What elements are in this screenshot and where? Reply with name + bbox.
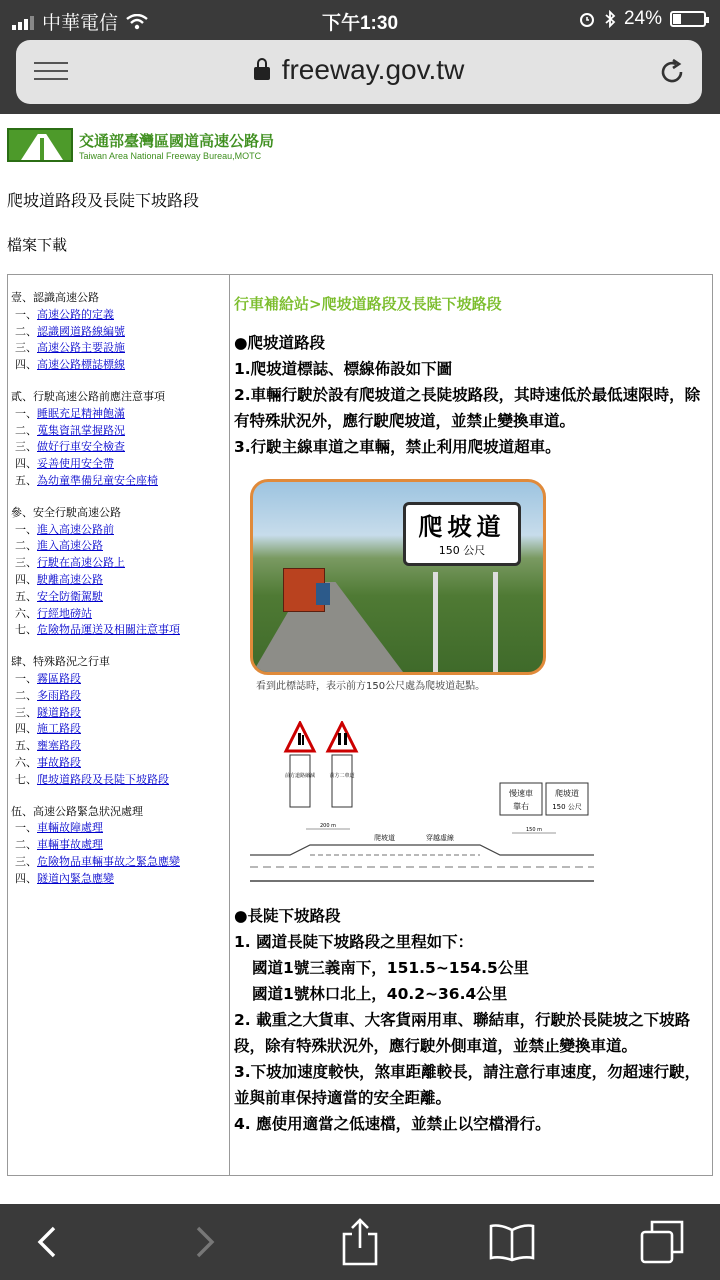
svg-text:爬坡道: 爬坡道 [374,834,395,842]
sidebar-section-heading: 伍、高速公路緊急狀況處理 [11,804,143,818]
sidebar-item-number: 一、 [15,522,37,536]
bookmarks-icon[interactable] [488,1222,536,1262]
sidebar-link[interactable]: 車輛故障處理 [37,821,103,835]
sidebar-item [8,622,229,639]
svg-text:穿越虛線: 穿越虛線 [426,834,454,842]
content-frame [7,274,713,1176]
climbing-lane-sign: 爬坡道 150 公尺 [403,502,521,566]
sidebar-link[interactable]: 做好行車安全檢查 [37,440,125,454]
sidebar-item [8,589,229,606]
sidebar-link[interactable]: 行經地磅站 [37,606,92,620]
sidebar-item [8,606,229,623]
sidebar-section [8,389,229,490]
sidebar-item [8,871,229,888]
svg-text:靠右: 靠右 [513,802,529,811]
sidebar-item-number: 四、 [15,722,37,736]
sidebar-link[interactable]: 行駛在高速公路上 [37,556,125,570]
bluetooth-icon [604,10,616,28]
sidebar-section [8,505,229,639]
section-title-downhill: ●長陡下坡路段 [234,907,341,925]
sidebar-item-number: 五、 [15,589,37,603]
climbing-lane-sign-photo [250,479,546,675]
sidebar-link[interactable]: 進入高速公路前 [37,522,114,536]
sidebar-nav [8,275,230,1175]
sidebar-item-number: 五、 [15,473,37,487]
sidebar-item [8,688,229,705]
sidebar-item [8,772,229,789]
sidebar-link[interactable]: 認識國道路線編號 [37,324,125,338]
paragraph: 2. 載重之大貨車、大客貨兩用車、聯結車，行駛於長陡坡之下坡路段，除有特殊狀況外，應行駛外側車道，並禁止變換車道。 [234,1011,691,1055]
back-icon[interactable] [32,1224,62,1260]
sidebar-item [8,837,229,854]
sidebar-item [8,854,229,871]
sidebar-item [8,307,229,324]
lock-icon [254,67,270,80]
sidebar-item-number: 二、 [15,423,37,437]
svg-text:150 m: 150 m [525,827,543,833]
warning-sign [328,723,356,751]
sidebar-section [8,804,229,888]
sidebar-item [8,721,229,738]
sidebar-item-number: 三、 [15,705,37,719]
photo-caption: 看到此標誌時，表示前方150公尺處為爬坡道起點。 [256,681,486,692]
sidebar-item-number: 三、 [15,854,37,868]
sidebar-item-number: 四、 [15,871,37,885]
sidebar-link[interactable]: 駛離高速公路 [37,572,103,586]
sidebar-item-number: 三、 [15,556,37,570]
page-title: 爬坡道路段及長陡下坡路段 [7,191,200,210]
sidebar-item-number: 一、 [15,671,37,685]
battery-icon [670,11,706,27]
battery-percent: 24% [623,8,662,29]
sidebar-section [8,654,229,788]
sidebar-item-number: 二、 [15,688,37,702]
sidebar-item-number: 七、 [15,772,37,786]
sidebar-item-number: 六、 [15,755,37,769]
sidebar-item [8,671,229,688]
share-icon[interactable] [340,1216,380,1266]
sidebar-link[interactable]: 霧區路段 [37,671,81,685]
sidebar-section-heading: 貳、行駛高速公路前應注意事項 [11,389,165,403]
sidebar-item [8,738,229,755]
freeway-logo-icon [7,128,73,162]
sidebar-item [8,423,229,440]
sidebar-link[interactable]: 隧道路段 [37,705,81,719]
logo-name-en: Taiwan Area National Freeway Bureau,MOTC [79,150,262,161]
paragraph: 1.爬坡道標誌、標線佈設如下圖 [234,360,453,378]
sidebar-item [8,456,229,473]
sidebar-item-number: 一、 [15,307,37,321]
supplementary-plate [332,755,352,807]
sidebar-item [8,324,229,341]
sidebar-section-heading: 肆、特殊路況之行車 [11,655,110,669]
sidebar-link[interactable]: 爬坡道路段及長陡下坡路段 [37,772,169,786]
paragraph: 2.車輛行駛於設有爬坡道之長陡坡路段，其時速低於最低速限時，除有特殊狀況外，應行駛爬坡道，並禁止變換車道。 [234,386,701,430]
browser-toolbar [0,40,720,114]
sidebar-item-number: 一、 [15,406,37,420]
paragraph: 國道1號林口北上，40.2~36.4公里 [252,985,508,1003]
sidebar-link[interactable]: 多雨路段 [37,688,81,702]
sidebar-item [8,572,229,589]
sidebar-section-heading: 壹、認識高速公路 [11,291,99,304]
sidebar-link[interactable]: 妥善使用安全帶 [37,457,114,471]
paragraph: 3.行駛主線車道之車輛，禁止利用爬坡道超車。 [234,438,561,456]
paragraph: 3.下坡加速度較快，煞車距離較長，請注意行車速度，勿超速行駛，並與前車保持適當的安全距離。 [234,1063,701,1107]
sidebar-item-number: 二、 [15,539,37,553]
sidebar-item [8,439,229,456]
sidebar-section [8,290,229,374]
sidebar-item [8,555,229,572]
sidebar-item-number: 四、 [15,572,37,586]
sidebar-link[interactable]: 睡眠充足精神飽滿 [37,406,125,420]
carrier-name: 中華電信 [42,13,119,34]
sidebar-item-number: 四、 [15,457,37,471]
reload-icon[interactable] [656,56,688,88]
paragraph: 國道1號三義南下，151.5~154.5公里 [252,959,529,977]
sidebar-item [8,340,229,357]
sidebar-section-heading: 參、安全行駛高速公路 [11,505,121,519]
sidebar-link[interactable]: 隧道內緊急應變 [37,871,114,885]
web-page [0,114,720,1204]
sidebar-item-number: 二、 [15,324,37,338]
paragraph: 1. 國道長陡下坡路段之里程如下： [234,933,474,951]
sidebar-item [8,820,229,837]
sidebar-item [8,522,229,539]
sidebar-item-number: 三、 [15,440,37,454]
address-bar[interactable] [16,40,702,104]
sidebar-item-number: 一、 [15,821,37,835]
section-title-climbing: ●爬坡道路段 [234,334,326,352]
sidebar-link[interactable]: 高速公路標誌標線 [37,358,125,372]
site-logo[interactable] [7,128,274,162]
svg-text:150 公尺: 150 公尺 [552,803,582,811]
sidebar-link[interactable]: 安全防衛駕駛 [37,589,103,603]
sidebar-item-number: 三、 [15,341,37,355]
sidebar-item-number: 六、 [15,606,37,620]
sidebar-item-number: 四、 [15,358,37,372]
svg-text:前方二車道: 前方二車道 [329,773,355,779]
paragraph: 4. 應使用適當之低速檔，並禁止以空檔滑行。 [234,1115,551,1133]
climbing-lane-diagram [250,721,594,885]
sidebar-item [8,705,229,722]
sidebar-link[interactable]: 為幼童準備兒童安全座椅 [37,473,158,487]
alarm-icon [578,10,596,28]
tabs-icon[interactable] [638,1218,686,1266]
sidebar-item [8,538,229,555]
sidebar-item-number: 二、 [15,838,37,852]
sidebar-link[interactable]: 進入高速公路 [37,539,103,553]
sidebar-item-number: 七、 [15,623,37,637]
sidebar-link[interactable]: 壅塞路段 [37,739,81,753]
status-bar [0,0,720,40]
sidebar-item-number: 五、 [15,739,37,753]
clock: 下午1:30 [321,13,399,34]
sidebar-link[interactable]: 高速公路主要設施 [37,341,125,355]
sidebar-link[interactable]: 蒐集資訊掌握路況 [37,423,125,437]
sidebar-link[interactable]: 危險物品車輛事故之緊急應變 [37,854,180,868]
sidebar-link[interactable]: 車輛事故處理 [37,838,103,852]
svg-text:200 m: 200 m [319,823,337,829]
svg-text:前方道路縮減: 前方道路縮減 [284,773,316,779]
sidebar-link[interactable]: 高速公路的定義 [37,307,114,321]
sidebar-item [8,473,229,490]
sidebar-item [8,755,229,772]
breadcrumb[interactable]: 行車補給站>爬坡道路段及長陡下坡路段 [234,295,502,313]
svg-text:爬坡道: 爬坡道 [555,789,579,798]
forward-icon[interactable] [190,1224,220,1260]
url-text: freeway.gov.tw [281,54,465,85]
sidebar-link[interactable]: 施工路段 [37,722,81,736]
logo-name-zh: 交通部臺灣區國道高速公路局 [79,131,275,150]
truck [283,568,325,612]
file-download-link[interactable]: 檔案下載 [7,236,68,254]
sidebar-item [8,406,229,423]
browser-bottom-toolbar [0,1204,720,1280]
svg-text:慢速車: 慢速車 [509,789,533,798]
sidebar-item [8,357,229,374]
sidebar-link[interactable]: 事故路段 [37,755,81,769]
sidebar-link[interactable]: 危險物品運送及相關注意事項 [37,623,180,637]
supplementary-plate [290,755,310,807]
main-content [232,275,712,1175]
